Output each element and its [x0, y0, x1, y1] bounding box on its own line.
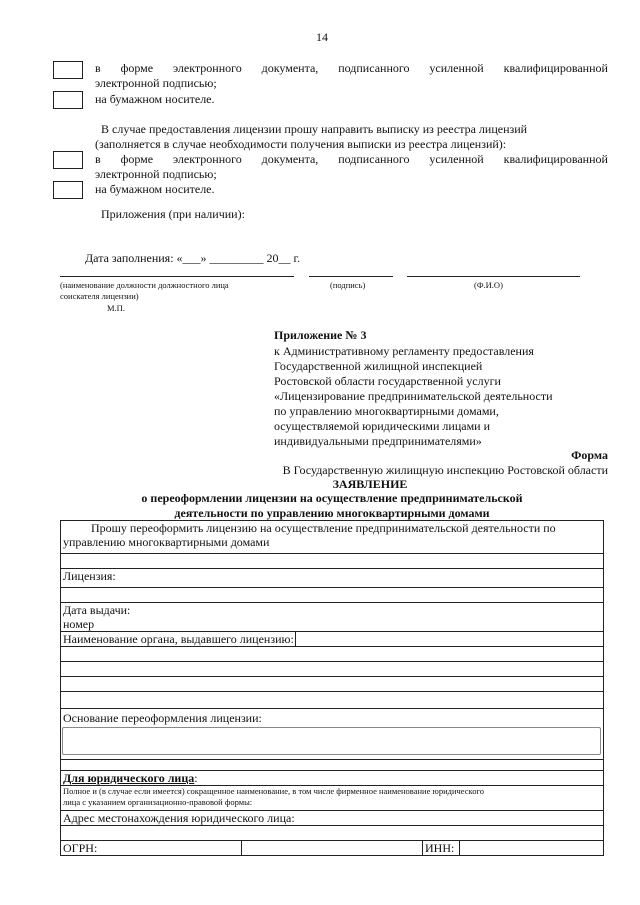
- address-field[interactable]: [61, 811, 604, 826]
- option-word: усиленной: [429, 152, 484, 166]
- license-field[interactable]: [61, 569, 604, 588]
- paper-option: на бумажном носителе.: [95, 92, 215, 106]
- attachments-label: Приложения (при наличии):: [101, 207, 245, 221]
- application-form-table: [60, 520, 604, 856]
- appendix-line-6: осуществляемой юридическими лицами и: [274, 419, 491, 433]
- full-name-label-line2: лица с указанием организационно-правовой формы:: [63, 797, 253, 807]
- extract-paper-option: на бумажном носителе.: [95, 182, 215, 196]
- option-word: документа,: [261, 61, 319, 75]
- extract-intro-line1: В случае предоставления лицензии прошу направить выписку из реестра лицензий: [101, 122, 528, 136]
- appendix-title: Приложение № 3: [274, 328, 367, 342]
- appendix-line-1: к Административному регламенту предоставления: [274, 344, 534, 358]
- extract-electronic-option: [95, 152, 608, 167]
- issuer-continuation-row[interactable]: [61, 677, 604, 692]
- legal-entity-label: Для юридического лица: [63, 771, 195, 785]
- ogrn-label: ОГРН:: [63, 841, 98, 855]
- statement-subtitle-line1: о переоформлении лицензии на осуществление предпринимательской: [141, 491, 523, 505]
- issuer-field[interactable]: [61, 632, 604, 647]
- reason-input-box[interactable]: [62, 727, 601, 755]
- issue-date-field[interactable]: [61, 603, 604, 632]
- request-row: [61, 521, 604, 554]
- request-line2: управлению многоквартирными домами: [63, 535, 270, 549]
- issuer-label: Наименование органа, выдавшего лицензию:: [63, 632, 294, 646]
- addressee: В Государственную жилищную инспекцию Ростовской области: [282, 463, 608, 477]
- sign-caption: (подпись): [330, 280, 366, 290]
- form-label: Форма: [571, 448, 608, 462]
- extract-paper-checkbox[interactable]: [53, 181, 83, 199]
- reason-field[interactable]: [61, 709, 604, 760]
- electronic-document-checkbox[interactable]: [53, 61, 83, 79]
- inn-label: ИНН:: [423, 841, 460, 855]
- option-word: форме: [120, 152, 154, 166]
- address-continuation-row[interactable]: [61, 826, 604, 841]
- request-line1: Прошу переоформить лицензию на осуществление предпринимательской деятельности по: [91, 521, 556, 535]
- issuer-continuation-row[interactable]: [61, 662, 604, 677]
- position-caption-line1: (наименование должности должностного лица: [60, 280, 229, 290]
- appendix-line-3: Ростовской области государственной услуги: [274, 374, 501, 388]
- extract-electronic-checkbox[interactable]: [53, 151, 83, 169]
- spacer-row: [61, 692, 604, 709]
- issuer-continuation-row[interactable]: [61, 647, 604, 662]
- license-label: Лицензия:: [63, 569, 116, 583]
- full-name-field[interactable]: [61, 786, 604, 811]
- option-word: квалифицированной: [503, 152, 608, 166]
- issue-date-label: Дата выдачи:: [63, 603, 131, 617]
- reason-label: Основание переоформления лицензии:: [63, 711, 262, 725]
- option-word: электронного: [172, 61, 242, 75]
- ogrn-input[interactable]: [242, 841, 423, 856]
- full-name-label-line1: Полное и (в случае если имеется) сокращенное наименование, в том числе фирменное наименование юридического: [63, 786, 484, 796]
- appendix-line-4: «Лицензирование предпринимательской деятельности: [274, 389, 553, 403]
- appendix-line-5: по управлению многоквартирными домами,: [274, 404, 499, 418]
- extract-intro-line2: (заполняется в случае необходимости получения выписки из реестра лицензий):: [95, 137, 507, 151]
- position-caption-line2: соискателя лицензии): [60, 291, 139, 301]
- legal-entity-colon: :: [194, 771, 198, 785]
- statement-subtitle-line2: деятельности по управлению многоквартирными домами: [174, 506, 490, 520]
- electronic-signature-text: электронной подписью;: [95, 76, 217, 90]
- name-signature-line: [407, 276, 580, 277]
- ogrn-label-cell: [61, 841, 242, 856]
- option-word: форме: [120, 61, 154, 75]
- option-word: электронного: [172, 152, 242, 166]
- spacer-row: [61, 554, 604, 569]
- position-signature-line: [60, 276, 294, 277]
- name-caption: (Ф.И.О): [474, 280, 503, 290]
- page-number: 14: [316, 30, 328, 44]
- signature-line: [309, 276, 393, 277]
- spacer-row: [61, 588, 604, 603]
- paper-checkbox[interactable]: [53, 91, 83, 109]
- address-label: Адрес местонахождения юридического лица:: [63, 811, 295, 825]
- number-label: номер: [63, 617, 95, 631]
- option-word: в: [95, 61, 101, 75]
- option-word: документа,: [261, 152, 319, 166]
- inn-field[interactable]: [423, 841, 604, 856]
- extract-electronic-signature-text: электронной подписью;: [95, 167, 217, 181]
- option-word: усиленной: [429, 61, 484, 75]
- option-word: подписанного: [338, 61, 410, 75]
- date-line: Дата заполнения: «___» _________ 20__ г.: [85, 251, 301, 265]
- option-word: подписанного: [338, 152, 410, 166]
- stamp-label: М.П.: [107, 303, 125, 313]
- appendix-line-2: Государственной жилищной инспекцией: [274, 359, 483, 373]
- spacer-row: [61, 760, 604, 771]
- statement-title: ЗАЯВЛЕНИЕ: [332, 477, 408, 491]
- appendix-line-7: индивидуальными предпринимателями»: [274, 434, 482, 448]
- option-word: в: [95, 152, 101, 166]
- electronic-document-option: [95, 61, 608, 76]
- legal-entity-header: [61, 771, 604, 786]
- option-word: квалифицированной: [503, 61, 608, 75]
